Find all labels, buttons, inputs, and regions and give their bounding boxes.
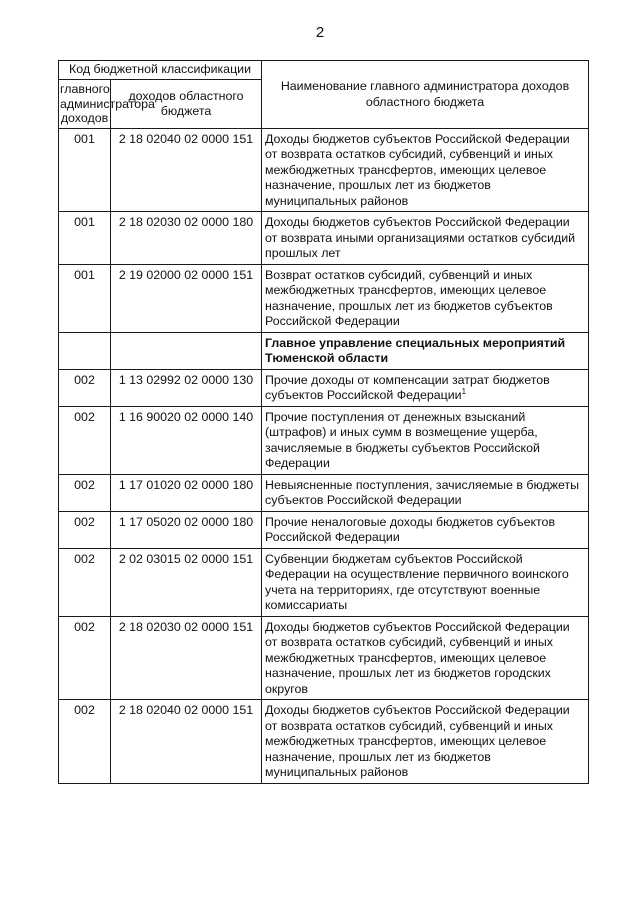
- table-row: [59, 369, 589, 406]
- revenue-name-cell: [262, 406, 589, 474]
- table-header-row-group: [59, 61, 589, 80]
- admin-code-cell: 002: [59, 474, 111, 511]
- table-row: [59, 212, 589, 265]
- revenue-code-cell: 1 16 90020 02 0000 140: [111, 406, 262, 474]
- revenue-name-cell: [262, 548, 589, 616]
- revenue-name-cell: [262, 616, 589, 700]
- admin-code-cell: 001: [59, 212, 111, 265]
- header-main-administrator: главного администратора доходов: [59, 80, 111, 129]
- section-title-cell: [262, 332, 589, 369]
- table-body: [59, 128, 589, 783]
- revenue-name-text: Возврат остатков субсидий, субвенций и иных межбюджетных трансфертов, имеющих целевое назначение, прошлых лет из бюджетов субъектов Российской Федерации: [265, 267, 553, 328]
- revenue-name-text: Невыясненные поступления, зачисляемые в бюджеты субъектов Российской Федерации: [265, 477, 580, 507]
- admin-code-cell: 001: [59, 264, 111, 332]
- header-revenue-code: доходов областного бюджета: [111, 80, 262, 129]
- table-row: [59, 474, 589, 511]
- table-row: [59, 700, 589, 784]
- admin-code-cell: 002: [59, 369, 111, 406]
- table-row: [59, 616, 589, 700]
- table-row: [59, 511, 589, 548]
- revenue-name-cell: [262, 264, 589, 332]
- revenue-name-cell: [262, 700, 589, 784]
- revenue-code-cell: 2 02 03015 02 0000 151: [111, 548, 262, 616]
- revenue-name-text: Прочие неналоговые доходы бюджетов субъектов Российской Федерации: [265, 514, 556, 544]
- admin-code-cell: 001: [59, 128, 111, 212]
- revenue-code-cell: 2 18 02030 02 0000 151: [111, 616, 262, 700]
- revenue-name-text: Главное управление специальных мероприятий Тюменской области: [265, 335, 566, 365]
- revenue-name-text: Субвенции бюджетам субъектов Российской Федерации на осуществление первичного воинского учета на территориях, где отсутствуют военные комиссариаты: [265, 551, 569, 612]
- admin-code-cell: 002: [59, 406, 111, 474]
- footnote-marker: 1: [461, 386, 467, 396]
- revenue-name-cell: [262, 369, 589, 406]
- admin-code-cell: 002: [59, 616, 111, 700]
- header-administrator-name: Наименование главного администратора доходов областного бюджета: [262, 61, 589, 129]
- admin-code-cell: [59, 332, 111, 369]
- revenue-name-text: Доходы бюджетов субъектов Российской Федерации от возврата иными организациями остатков субсидий прошлых лет: [265, 215, 576, 260]
- revenue-code-cell: 2 19 02000 02 0000 151: [111, 264, 262, 332]
- revenue-name-text: Доходы бюджетов субъектов Российской Федерации от возврата остатков субсидий, субвенций и иных межбюджетных трансфертов, имеющих целевое назначение, прошлых лет из бюджетов муниципальных районов: [265, 703, 570, 779]
- revenue-code-cell: 2 18 02040 02 0000 151: [111, 128, 262, 212]
- table-row: [59, 406, 589, 474]
- revenue-name-cell: [262, 128, 589, 212]
- revenue-name-cell: [262, 212, 589, 265]
- admin-code-cell: 002: [59, 511, 111, 548]
- revenue-code-cell: 1 17 05020 02 0000 180: [111, 511, 262, 548]
- table-row: [59, 264, 589, 332]
- table-row: [59, 128, 589, 212]
- revenue-code-cell: 2 18 02030 02 0000 180: [111, 212, 262, 265]
- header-classification-code: Код бюджетной классификации: [59, 61, 262, 80]
- admin-code-cell: 002: [59, 700, 111, 784]
- admin-code-cell: 002: [59, 548, 111, 616]
- section-header-row: [59, 332, 589, 369]
- revenue-name-text: Прочие доходы от компенсации затрат бюджетов субъектов Российской Федерации: [265, 372, 550, 402]
- table-row: [59, 548, 589, 616]
- revenue-name-text: Прочие поступления от денежных взысканий (штрафов) и иных сумм в возмещение ущерба, зачисляемые в бюджеты субъектов Российской Федерации: [265, 409, 540, 470]
- revenue-code-cell: [111, 332, 262, 369]
- revenue-code-cell: 1 17 01020 02 0000 180: [111, 474, 262, 511]
- revenue-name-text: Доходы бюджетов субъектов Российской Федерации от возврата остатков субсидий, субвенций и иных межбюджетных трансфертов, имеющих целевое назначение, прошлых лет из бюджетов муниципальных районов: [265, 131, 570, 208]
- budget-classification-table: [58, 60, 589, 784]
- revenue-name-text: Доходы бюджетов субъектов Российской Федерации от возврата остатков субсидий, субвенций и иных межбюджетных трансфертов, имеющих целевое назначение, прошлых лет из бюджетов городских округов: [265, 619, 570, 696]
- page-number: 2: [315, 24, 325, 41]
- revenue-name-cell: [262, 474, 589, 511]
- revenue-name-cell: [262, 511, 589, 548]
- revenue-code-cell: 1 13 02992 02 0000 130: [111, 369, 262, 406]
- revenue-code-cell: 2 18 02040 02 0000 151: [111, 700, 262, 784]
